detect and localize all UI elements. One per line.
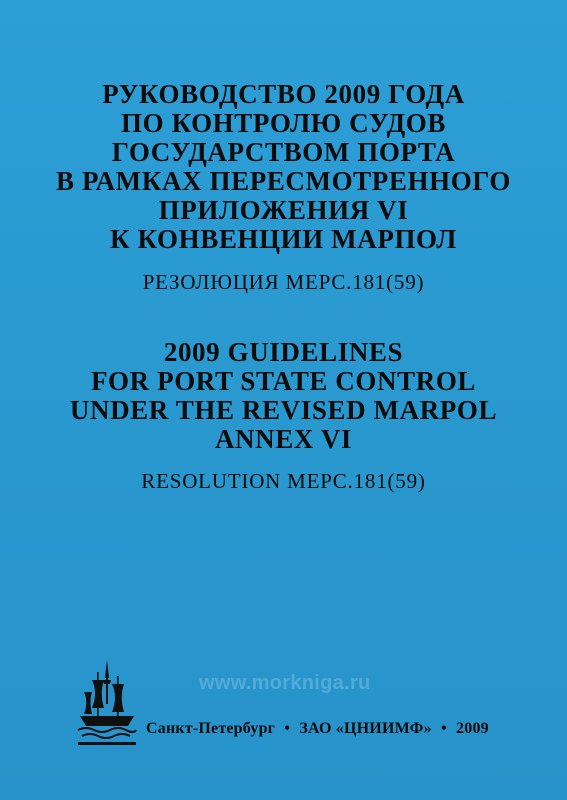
publisher-city: Санкт-Петербург [146,720,276,737]
russian-title-line: ПО КОНТРОЛЮ СУДОВ [121,108,446,138]
publication-year: 2009 [456,720,489,737]
russian-title-line: РУКОВОДСТВО 2009 ГОДА [102,79,465,109]
russian-title-line: ГОСУДАРСТВОМ ПОРТА [111,137,456,167]
russian-title-line: К КОНВЕНЦИИ МАРПОЛ [109,224,458,254]
english-title [0,338,567,454]
russian-title [0,80,567,254]
english-resolution: RESOLUTION MEPC.181(59) [141,469,426,493]
russian-resolution: РЕЗОЛЮЦИЯ МЕРС.181(59) [142,270,425,294]
publisher-line [146,720,489,738]
english-title-line: 2009 GUIDELINES [163,337,404,367]
watermark-url: www.morkniga.ru [199,672,371,694]
english-title-line: FOR PORT STATE CONTROL [90,366,477,396]
separator-dot: • [284,720,291,737]
russian-title-line: В РАМКАХ ПЕРЕСМОТРЕННОГО [55,166,512,196]
russian-title-line: ПРИЛОЖЕНИЯ VI [158,195,409,225]
english-title-line: UNDER THE REVISED MARPOL [69,395,498,425]
separator-dot: • [441,720,447,737]
publisher-name: ЗАО «ЦНИИМФ» [299,720,432,737]
sailing-ship-spire-logo-icon [74,658,140,750]
english-title-line: ANNEX VI [214,424,353,454]
